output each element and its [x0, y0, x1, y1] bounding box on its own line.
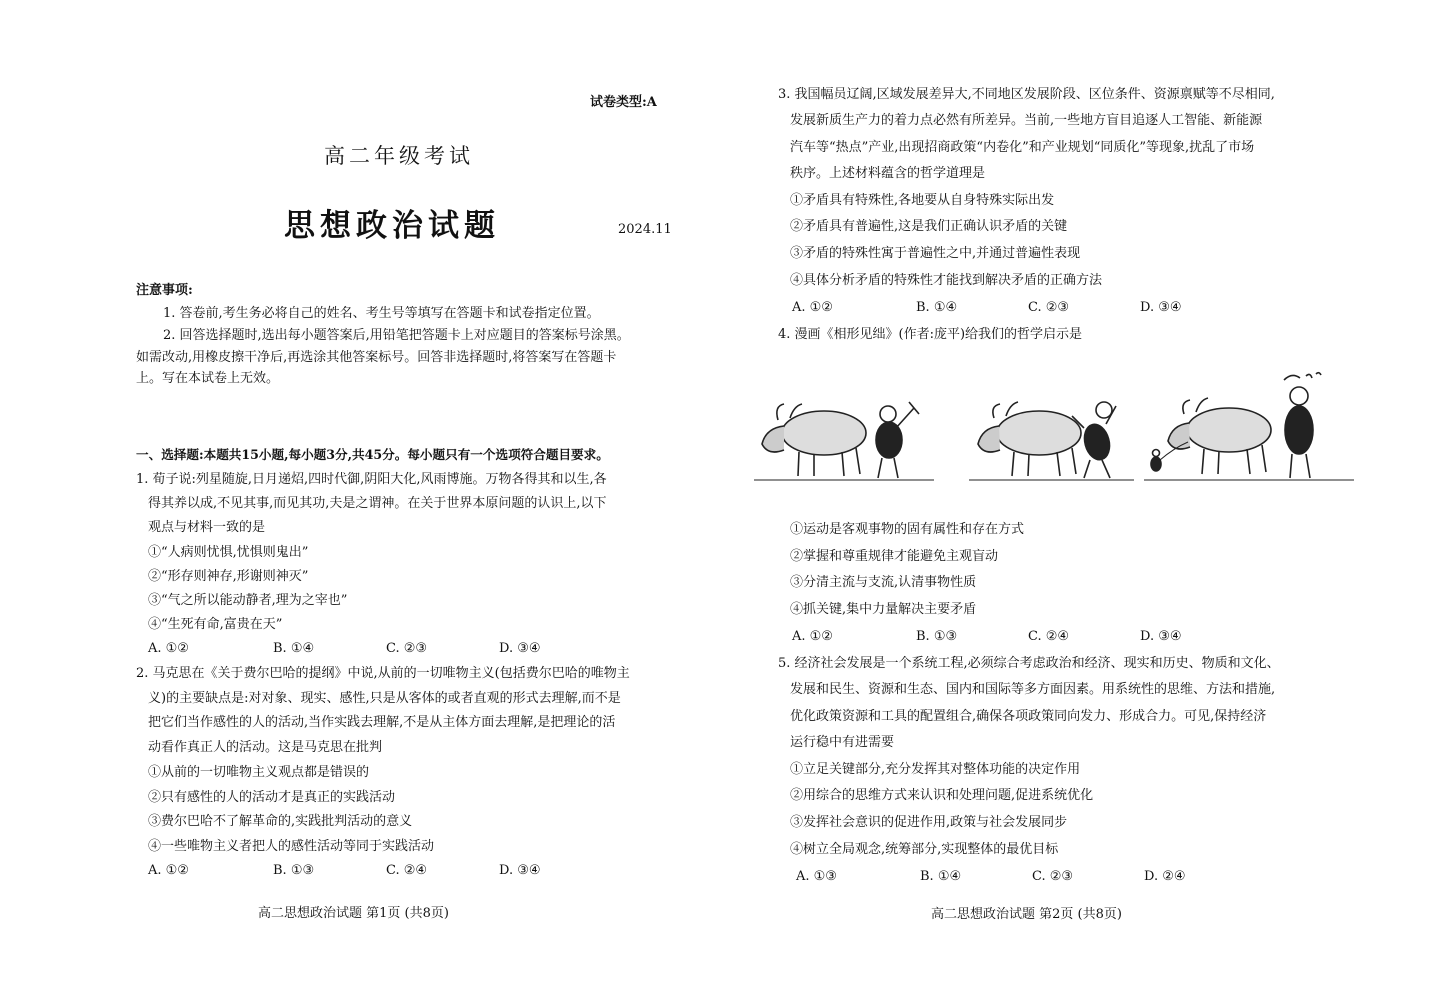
comic-panel-2 [969, 402, 1134, 480]
exam-date: 2024.11 [618, 222, 672, 237]
question-item: ①矛盾具有特殊性,各地要从自身特殊实际出发 [790, 193, 1055, 208]
exam-page-1 [0, 0, 718, 1002]
question-item: ④抓关键,集中力量解决主要矛盾 [790, 602, 977, 617]
question-item: ①立足关键部分,充分发挥其对整体功能的决定作用 [790, 762, 1081, 777]
option-b: B. ①③ [916, 629, 958, 644]
option-d: D. ③④ [1140, 629, 1182, 644]
comic-illustration [754, 368, 1404, 490]
question-item: ③费尔巴哈不了解革命的,实践批判活动的意义 [148, 814, 413, 829]
option-c: C. ②③ [1028, 300, 1070, 315]
question-item: ④树立全局观念,统筹部分,实现整体的最优目标 [790, 842, 1059, 857]
question-item: ③矛盾的特殊性寓于普遍性之中,并通过普遍性表现 [790, 246, 1081, 261]
option-c: C. ②④ [1028, 629, 1070, 644]
question-item: ②矛盾具有普遍性,这是我们正确认识矛盾的关键 [790, 219, 1068, 234]
question-item: ②掌握和尊重规律才能避免主观盲动 [790, 549, 999, 564]
option-b: B. ①④ [920, 869, 962, 884]
question-stem: 得其养以成,不见其事,而见其功,夫是之谓神。在关于世界本原问题的认识上,以下 [148, 496, 607, 511]
notice-line: 2. 回答选择题时,选出每小题答案后,用铅笔把答题卡上对应题目的答案标号涂黑。 [163, 328, 630, 343]
option-c: C. ②③ [386, 641, 428, 656]
grade-exam-title: 高二年级考试 [324, 144, 474, 168]
question-item: ③发挥社会意识的促进作用,政策与社会发展同步 [790, 815, 1068, 830]
exam-page-2 [718, 0, 1437, 1002]
question-item: ③“气之所以能动静者,理为之宰也” [148, 593, 348, 608]
notice-line: 1. 答卷前,考生务必将自己的姓名、考生号等填写在答题卡和试卷指定位置。 [163, 306, 600, 321]
paper-type: 试卷类型:A [590, 95, 657, 110]
question-item: ④“生死有命,富贵在天” [148, 617, 283, 632]
question-stem: 秩序。上述材料蕴含的哲学道理是 [790, 166, 986, 181]
option-d: D. ②④ [1144, 869, 1186, 884]
option-a: A. ①② [148, 641, 189, 656]
question-stem: 观点与材料一致的是 [148, 520, 266, 535]
question-item: ①运动是客观事物的固有属性和存在方式 [790, 522, 1025, 537]
comic-panel-1 [754, 402, 934, 480]
question-stem: 运行稳中有进需要 [790, 735, 895, 750]
option-d: D. ③④ [499, 641, 541, 656]
question-item: ③分清主流与支流,认清事物性质 [790, 575, 977, 590]
question-stem: 5. 经济社会发展是一个系统工程,必须综合考虑政治和经济、现实和历史、物质和文化、 [778, 656, 1280, 671]
page-footer: 高二思想政治试题 第1页 (共8页) [258, 906, 449, 921]
question-item: ①从前的一切唯物主义观点都是错误的 [148, 765, 370, 780]
question-stem: 4. 漫画《相形见绌》(作者:庞平)给我们的哲学启示是 [778, 327, 1083, 342]
question-stem: 3. 我国幅员辽阔,区域发展差异大,不同地区发展阶段、区位条件、资源禀赋等不尽相同, [778, 87, 1275, 102]
question-stem: 1. 荀子说:列星随旋,日月递炤,四时代御,阴阳大化,风雨博施。万物各得其和以生,各 [136, 472, 607, 487]
section-title: 一、选择题:本题共15小题,每小题3分,共45分。每小题只有一个选项符合题目要求。 [136, 447, 609, 462]
notice-line: 如需改动,用橡皮擦干净后,再选涂其他答案标号。回答非选择题时,将答案写在答题卡 [136, 350, 617, 365]
subject-title: 思想政治试题 [284, 208, 500, 244]
question-item: ④具体分析矛盾的特殊性才能找到解决矛盾的正确方法 [790, 273, 1103, 288]
question-stem: 优化政策资源和工具的配置组合,确保各项政策同向发力、形成合力。可见,保持经济 [790, 709, 1267, 724]
question-stem: 义)的主要缺点是:对对象、现实、感性,只是从客体的或者直观的形式去理解,而不是 [148, 691, 621, 706]
question-stem: 2. 马克思在《关于费尔巴哈的提纲》中说,从前的一切唯物主义(包括费尔巴哈的唯物主 [136, 666, 630, 681]
question-stem: 把它们当作感性的人的活动,当作实践去理解,不是从主体方面去理解,是把理论的活 [148, 715, 616, 730]
question-stem: 汽车等“热点”产业,出现招商政策“内卷化”和产业规划“同质化”等现象,扰乱了市场 [790, 140, 1255, 155]
option-d: D. ③④ [499, 863, 541, 878]
option-a: A. ①② [792, 300, 833, 315]
option-a: A. ①② [148, 863, 189, 878]
question-stem: 动看作真正人的活动。这是马克思在批判 [148, 740, 383, 755]
question-item: ②用综合的思维方式来认识和处理问题,促进系统优化 [790, 788, 1094, 803]
question-item: ①“人病则忧惧,忧惧则鬼出” [148, 545, 309, 560]
question-item: ②“形存则神存,形谢则神灭” [148, 569, 309, 584]
option-c: C. ②④ [386, 863, 428, 878]
page-footer: 高二思想政治试题 第2页 (共8页) [931, 907, 1122, 922]
option-d: D. ③④ [1140, 300, 1182, 315]
question-stem: 发展和民生、资源和生态、国内和国际等多方面因素。用系统性的思维、方法和措施, [790, 682, 1276, 697]
comic-panel-3 [1144, 373, 1354, 480]
question-stem: 发展新质生产力的着力点必然有所差异。当前,一些地方盲目追逐人工智能、新能源 [790, 113, 1263, 128]
option-a: A. ①② [792, 629, 833, 644]
option-b: B. ①④ [273, 641, 315, 656]
notice-title: 注意事项: [136, 283, 193, 298]
option-a: A. ①③ [796, 869, 837, 884]
question-item: ②只有感性的人的活动才是真正的实践活动 [148, 790, 396, 805]
option-c: C. ②③ [1032, 869, 1074, 884]
option-b: B. ①④ [916, 300, 958, 315]
notice-line: 上。写在本试卷上无效。 [136, 371, 280, 386]
question-item: ④一些唯物主义者把人的感性活动等同于实践活动 [148, 839, 435, 854]
option-b: B. ①③ [273, 863, 315, 878]
